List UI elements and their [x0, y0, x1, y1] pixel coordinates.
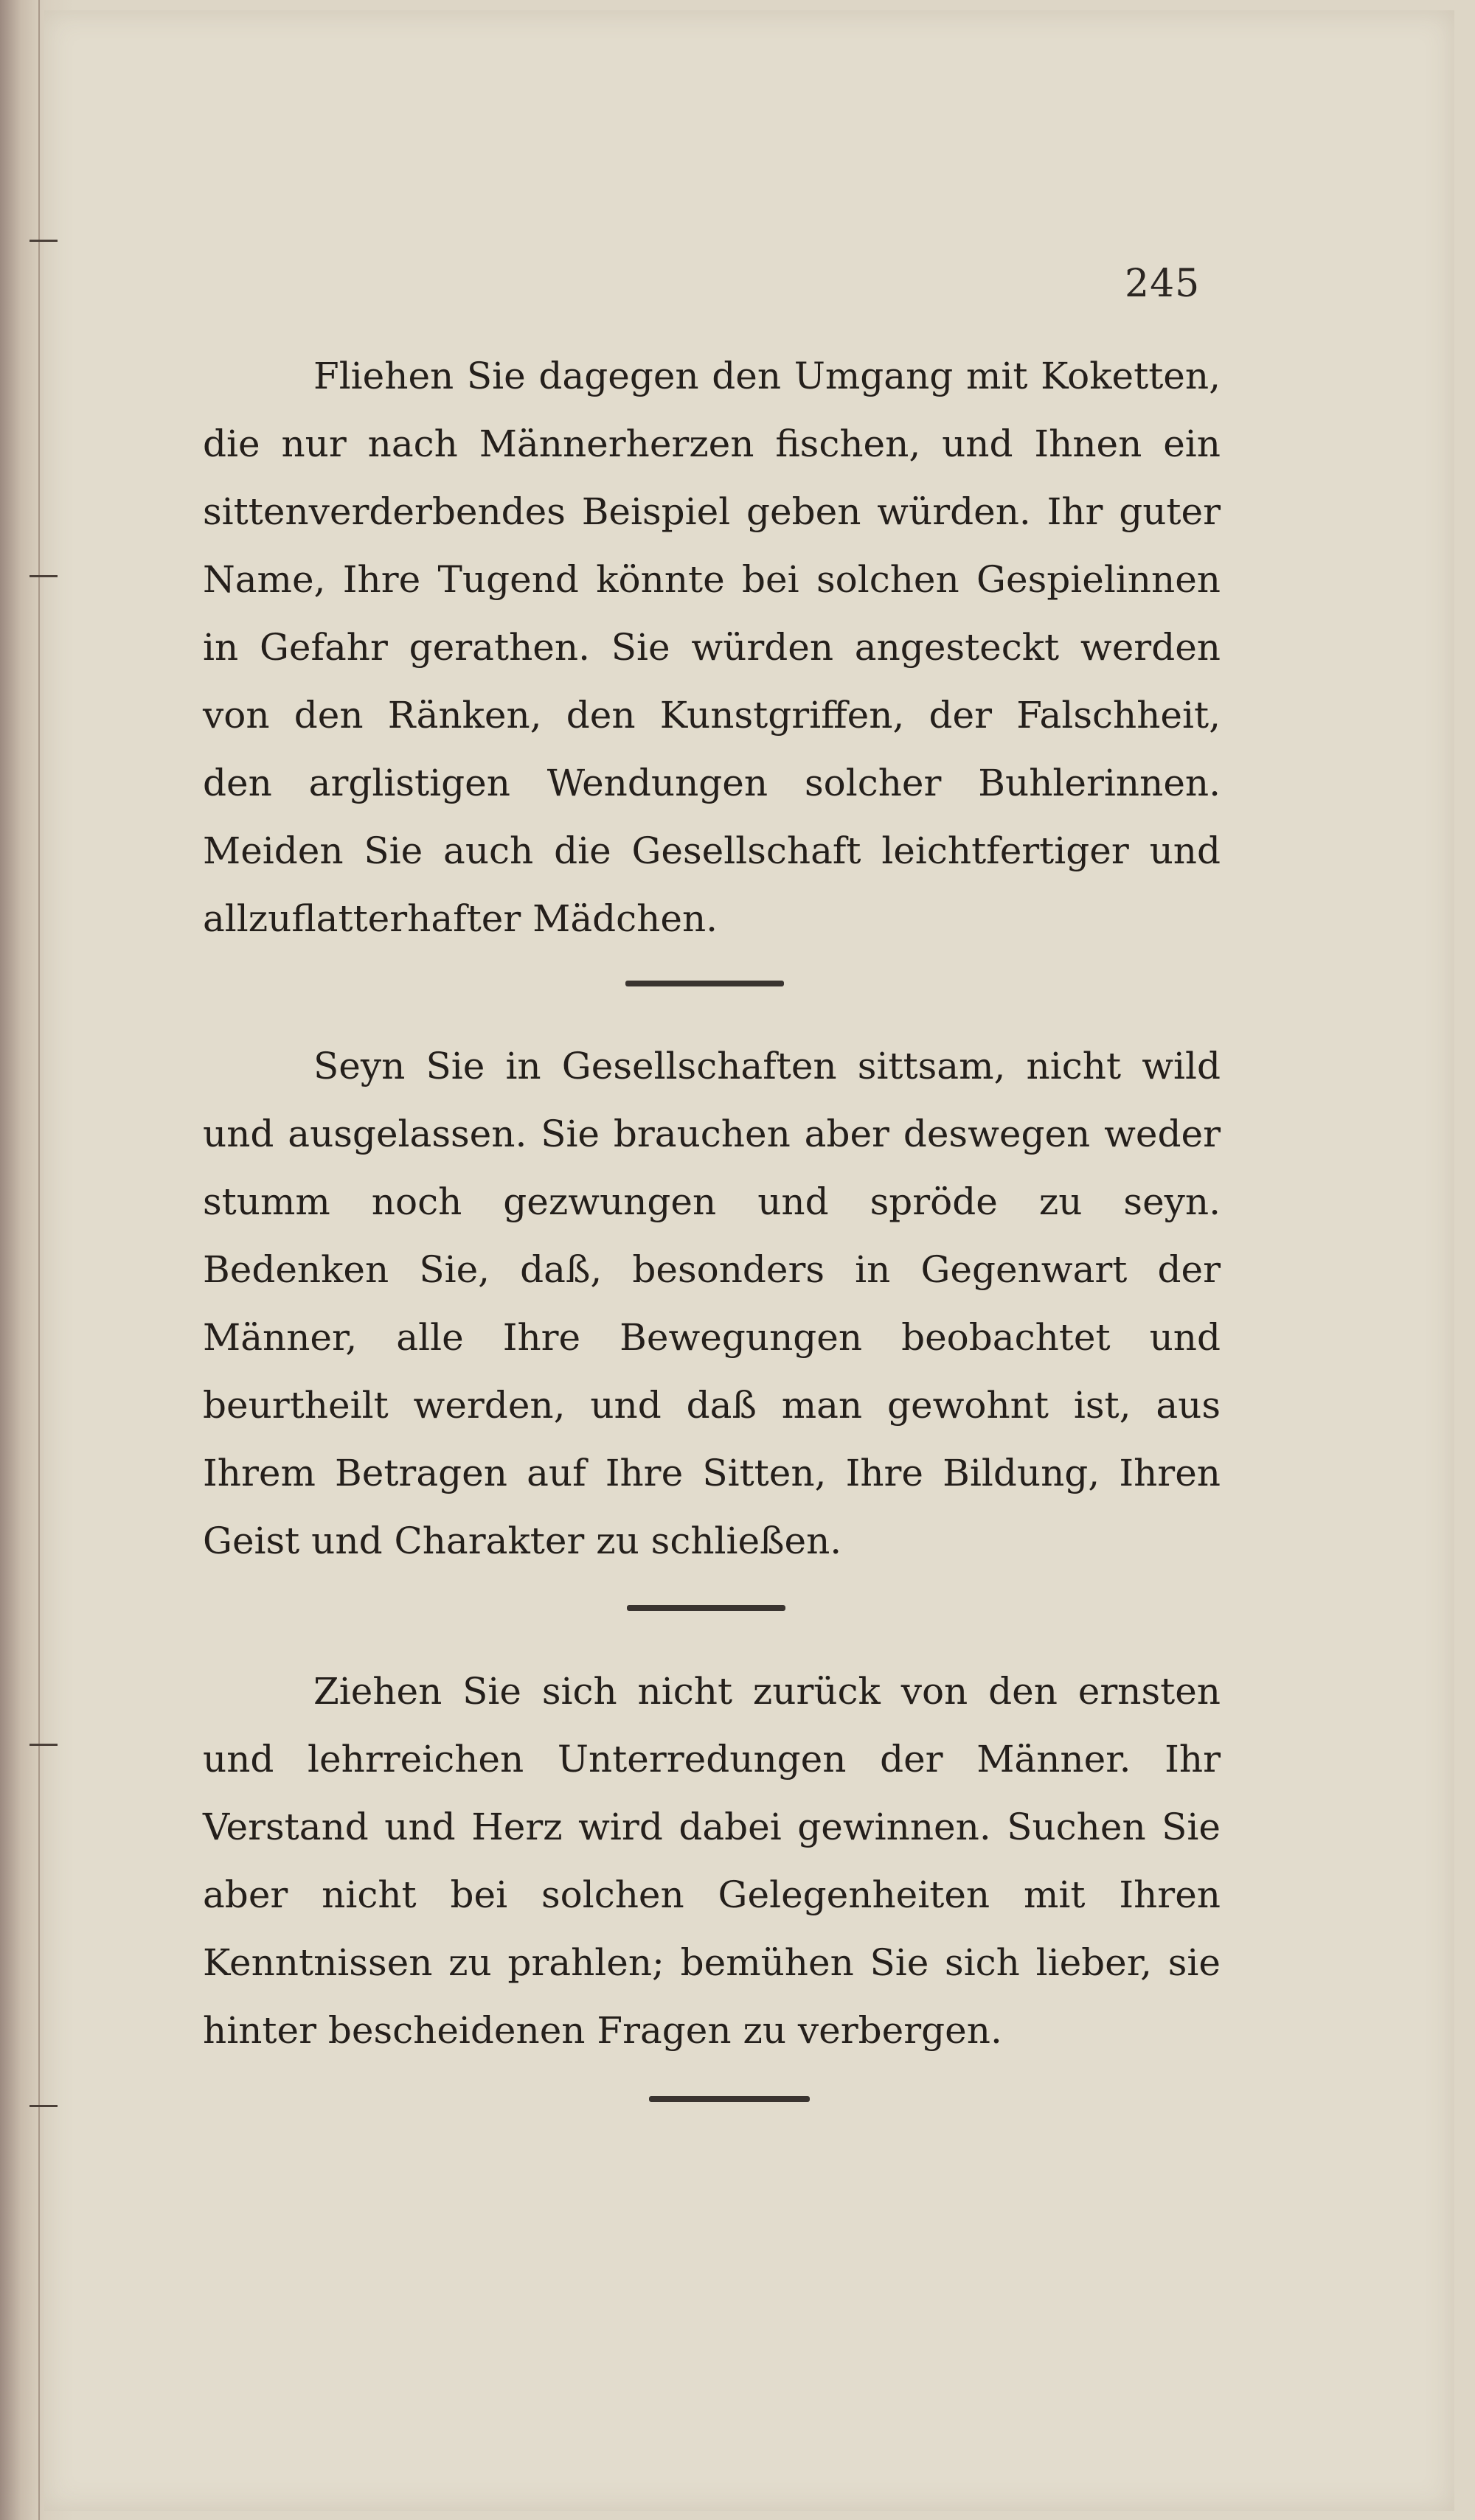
paragraph-1: Fliehen Sie dagegen den Umgang mit Koketten, die nur nach Männerherzen fischen, und Ihnen ein sittenverderbendes Beispiel geben würden. Ihr guter Name, Ihre Tugend könnte bei solchen Gespielinnen in Gefahr gerathen. Sie würden angesteckt werden von den Ränken, den Kunstgriffen, der Falschheit, den arglistigen Wendungen solcher Buhlerinnen. Meiden Sie auch die Gesellschaft leichtfertiger und allzuflatterhafter Mädchen. — [203, 355, 1221, 940]
page-number: 245 — [1125, 262, 1201, 306]
binding-thread-mark — [30, 1744, 58, 1746]
paragraph-3: Ziehen Sie sich nicht zurück von den ernsten und lehrreichen Unterredungen der Männer. Ihr Verstand und Herz wird dabei gewinnen. Suchen Sie aber nicht bei solchen Gelegenheiten mit Ihren Kenntnissen zu prahlen; bemühen Sie sich lieber, sie hinter bescheidenen Fragen zu verbergen. — [203, 1670, 1221, 2052]
section-divider — [649, 2096, 810, 2102]
section-divider — [625, 981, 784, 986]
binding-thread-mark — [30, 2105, 58, 2107]
binding-thread-mark — [30, 575, 58, 577]
binding-thread-mark — [30, 240, 58, 242]
section-divider — [627, 1605, 785, 1611]
paragraph-2: Seyn Sie in Gesellschaften sittsam, nicht wild und ausgelassen. Sie brauchen aber deswegen weder stumm noch gezwungen und spröde zu seyn. Bedenken Sie, daß, besonders in Gegenwart der Männer, alle Ihre Bewegungen beobachtet und beurtheilt werden, und daß man gewohnt ist, aus Ihrem Betragen auf Ihre Sitten, Ihre Bildung, Ihren Geist und Charakter zu schließen. — [203, 1045, 1221, 1562]
book-binding-edge — [0, 0, 40, 2520]
